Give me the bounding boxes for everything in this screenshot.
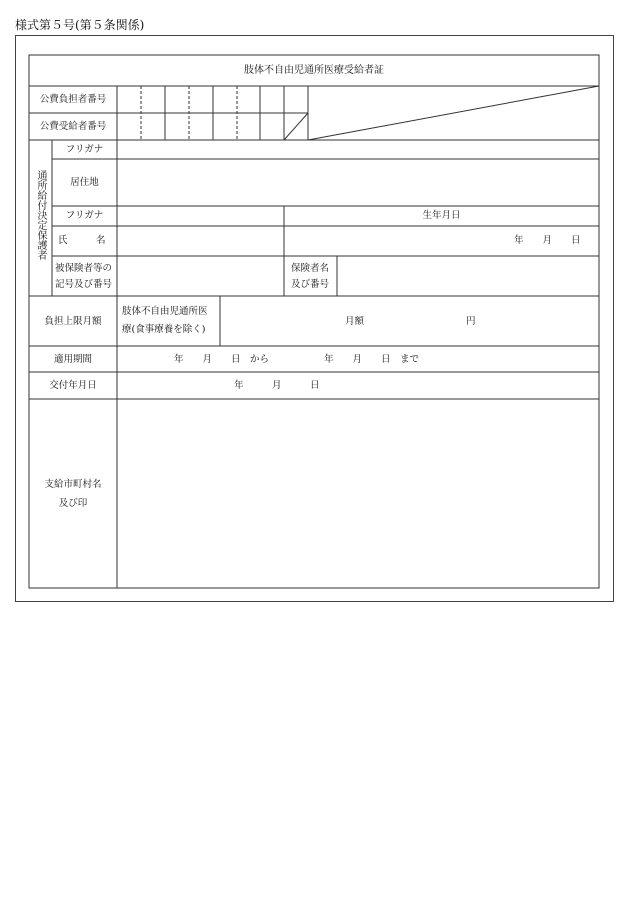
insurer-label-1: 保険者名 [291, 263, 330, 274]
monthly-label: 月額 [345, 316, 365, 327]
municipality-label-2: 及び印 [58, 498, 88, 509]
issue-date-label: 交付年月日 [49, 380, 97, 391]
insurer-label-2: 及び番号 [291, 279, 330, 290]
address-label: 居住地 [70, 177, 99, 188]
insured-number-label-2: 記号及び番号 [55, 279, 113, 290]
insured-number-label-1: 被保険者等の [55, 263, 113, 274]
name-furigana-label: フリガナ [65, 210, 104, 221]
issue-date-ymd: 年 月 日 [234, 380, 320, 391]
name-label: 氏 名 [58, 235, 106, 246]
limit-desc-2: 療(食事療養を除く) [122, 324, 206, 335]
certificate-title: 肢体不自由児通所医療受給者証 [244, 65, 384, 76]
furigana-label: フリガナ [65, 144, 104, 155]
period-label: 適用期間 [53, 354, 92, 365]
period-to: 年 月 日 まで [324, 354, 420, 365]
form-number-label: 様式第５号(第５条関係) [15, 18, 145, 32]
recipient-number-label: 公費受給者番号 [39, 121, 107, 132]
period-from: 年 月 日 から [174, 354, 270, 365]
guardian-group-label: 通所給付決定保護者 [35, 170, 46, 260]
birthdate-ymd: 年 月 日 [514, 235, 581, 246]
yen-label: 円 [466, 316, 476, 327]
limit-label: 負担上限月額 [44, 316, 102, 327]
limit-desc-1: 肢体不自由児通所医 [122, 306, 208, 317]
municipality-label-1: 支給市町村名 [44, 479, 102, 490]
payer-number-label: 公費負担者番号 [39, 94, 107, 105]
birthdate-label: 生年月日 [422, 210, 461, 221]
